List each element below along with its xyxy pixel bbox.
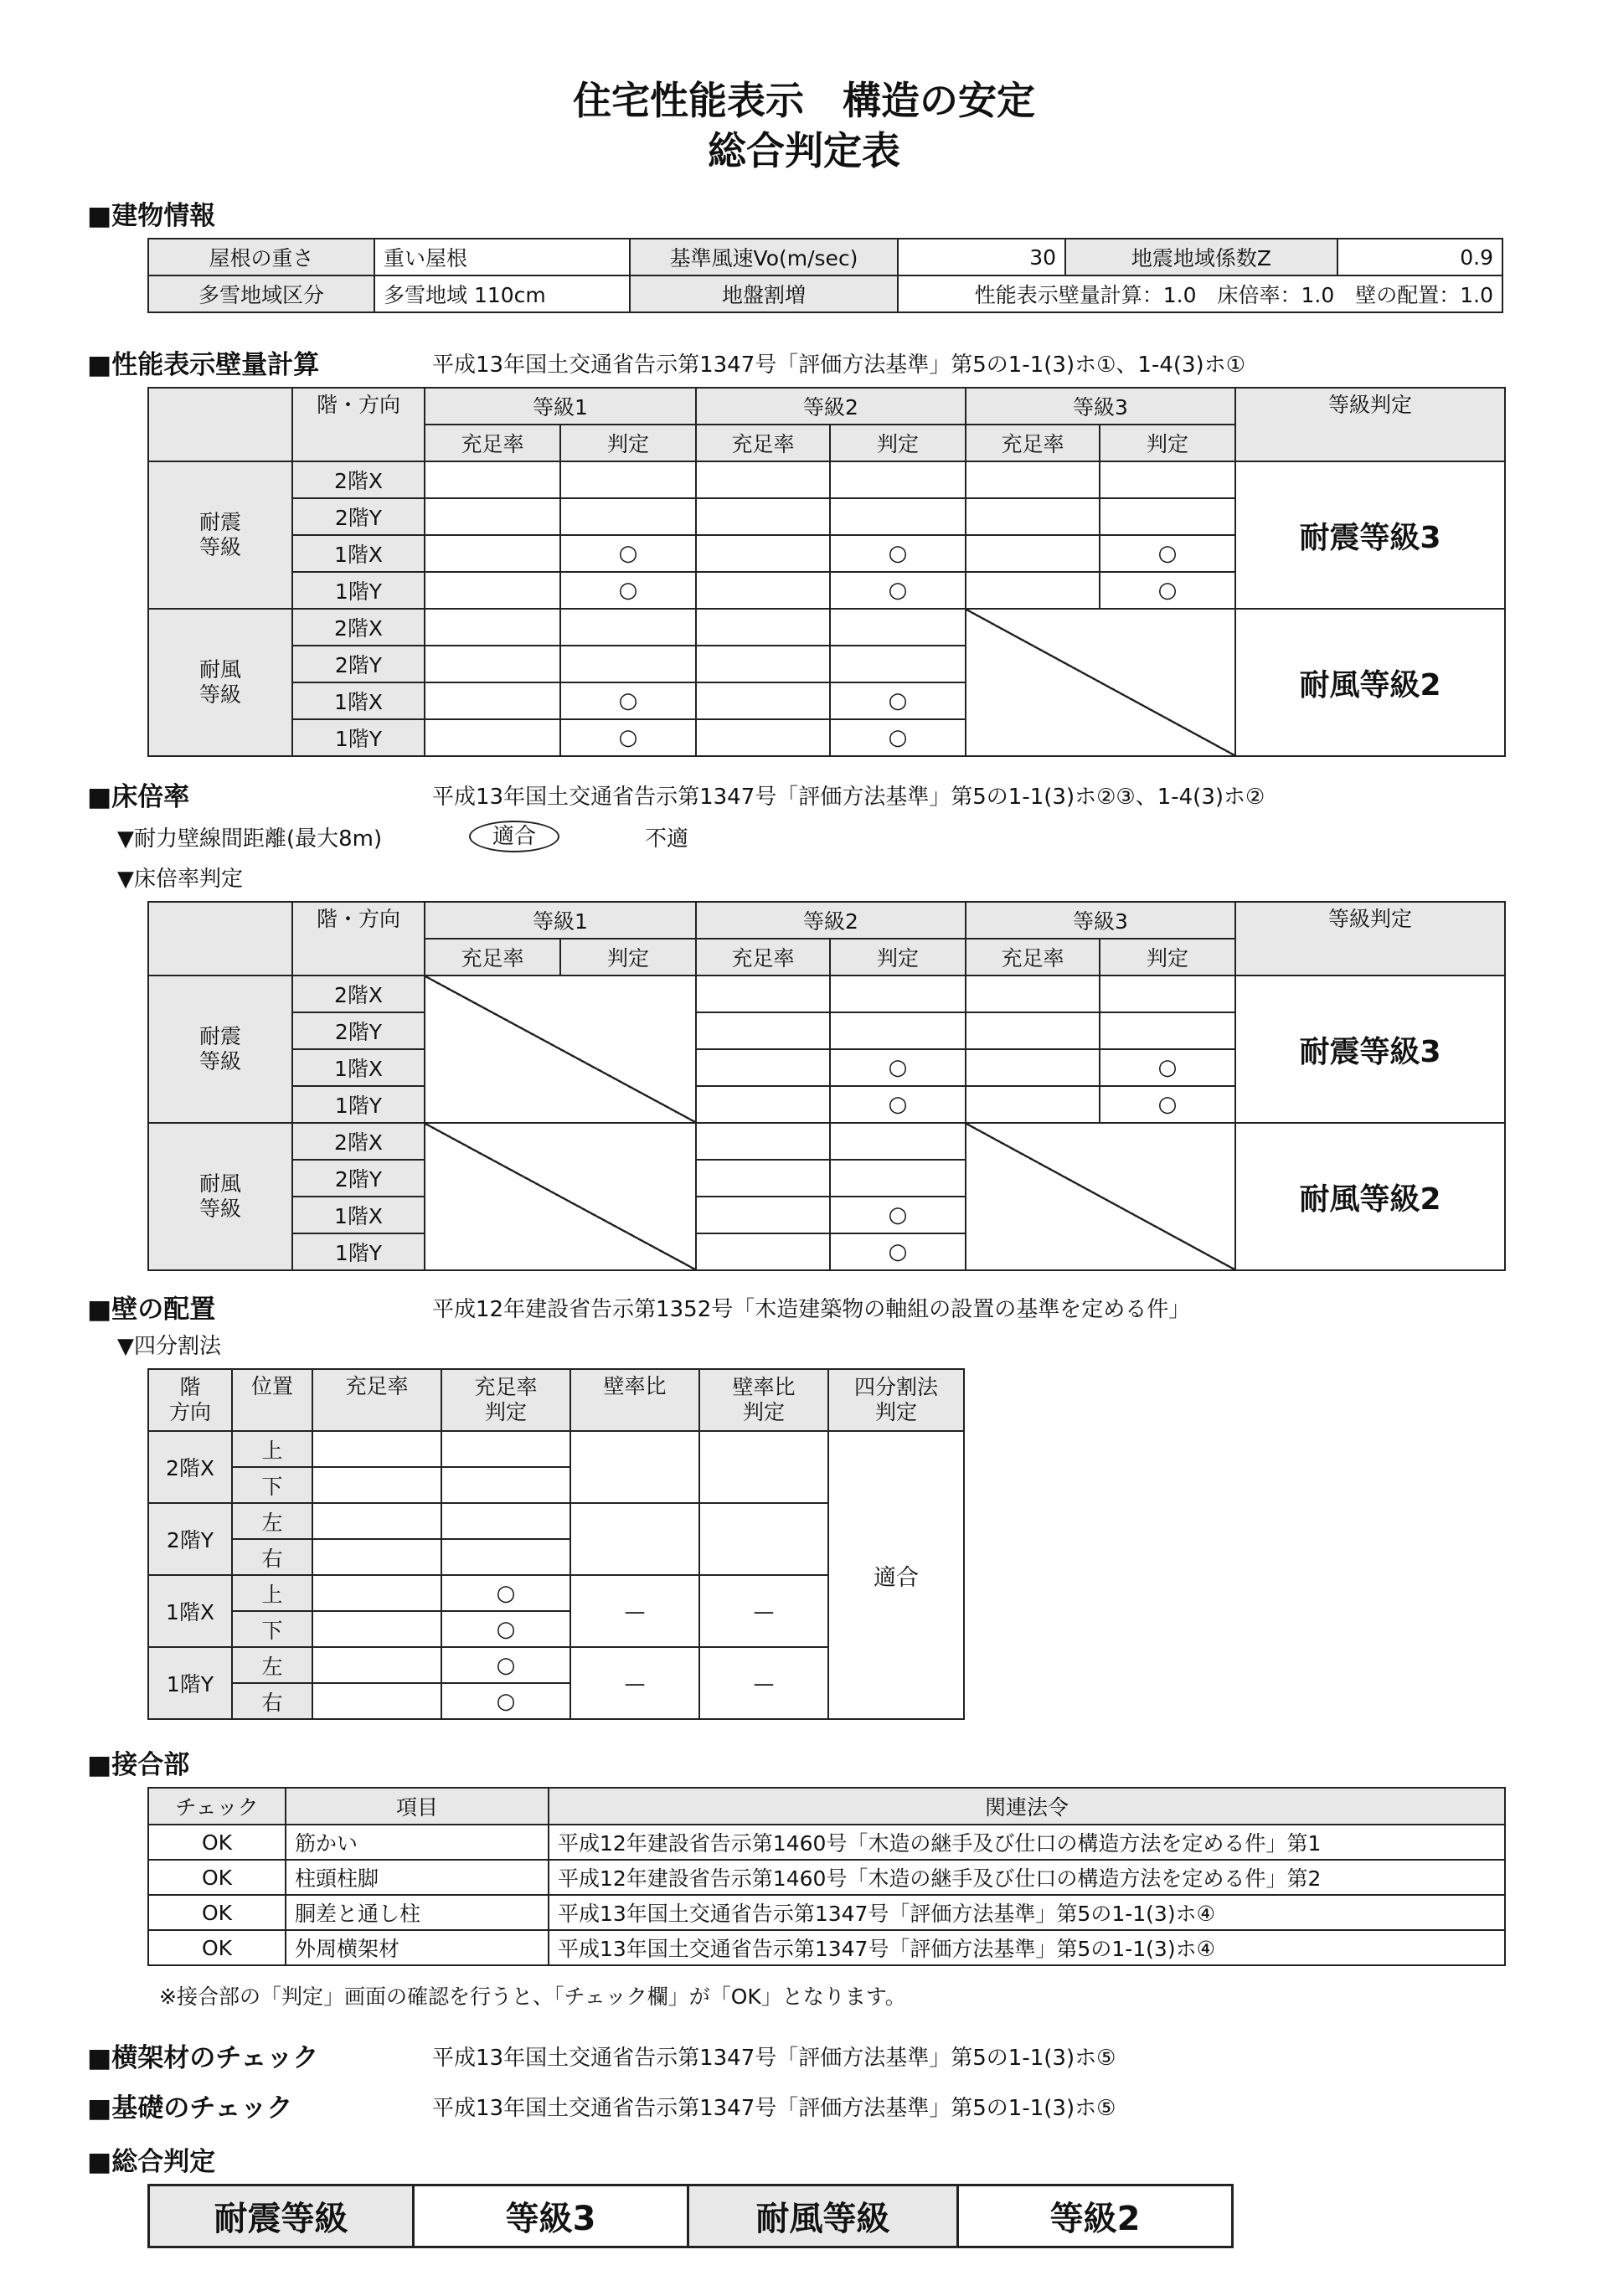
wall-ratio-header: 壁率比 bbox=[570, 1369, 699, 1431]
floor-label: 1階Y bbox=[292, 719, 425, 756]
fill-rate-header: 充足率 bbox=[696, 939, 830, 976]
judge-mark bbox=[830, 1123, 966, 1160]
wall-ratio-judge bbox=[699, 1503, 828, 1575]
seismic-coefficient-value: 0.9 bbox=[1337, 239, 1502, 275]
check-status: OK bbox=[148, 1930, 286, 1965]
fill-rate-header: 充足率 bbox=[425, 425, 560, 461]
joint-item: 胴差と通し柱 bbox=[286, 1895, 549, 1930]
roof-weight-label: 屋根の重さ bbox=[148, 239, 374, 275]
judge-mark: ○ bbox=[441, 1683, 570, 1719]
judge-mark bbox=[560, 646, 696, 682]
floor-ratio-heading: ■床倍率 bbox=[87, 782, 190, 812]
joints-table bbox=[147, 1787, 1506, 1966]
wall-ratio-judge-header: 壁率比 判定 bbox=[699, 1369, 828, 1431]
floor-direction-header: 階・方向 bbox=[292, 388, 425, 461]
quadrant-result: 適合 bbox=[828, 1431, 964, 1719]
judge-mark: ○ bbox=[830, 1086, 966, 1123]
wall-ratio-value bbox=[570, 1503, 699, 1575]
wind-group-label: 耐風 等級 bbox=[148, 1123, 292, 1270]
judge-header: 判定 bbox=[830, 425, 966, 461]
floor-ratio-judgement-label: ▼床倍率判定 bbox=[117, 867, 243, 892]
floor-label: 1階Y bbox=[292, 1086, 425, 1123]
seismic-coefficient-label: 地震地域係数Z bbox=[1065, 239, 1337, 275]
judge-mark: ○ bbox=[1100, 535, 1235, 572]
wind-grade-result: 耐風等級2 bbox=[1235, 609, 1505, 756]
floor-label: 1階X bbox=[292, 1197, 425, 1233]
floor-ratio-reference: 平成13年国土交通省告示第1347号「評価方法基準」第5の1-1(3)ホ②③、1-4(3)ホ② bbox=[432, 785, 1265, 810]
floor-label: 2階X bbox=[292, 976, 425, 1012]
not-applicable-cell bbox=[966, 609, 1235, 756]
floor-label: 1階Y bbox=[292, 1233, 425, 1270]
wind-speed-value: 30 bbox=[898, 239, 1065, 275]
overall-heading: ■総合判定 bbox=[87, 2147, 216, 2177]
judge-mark bbox=[830, 1012, 966, 1049]
floor-label: 1階Y bbox=[292, 572, 425, 609]
overall-table bbox=[147, 2184, 1234, 2248]
judge-mark: ○ bbox=[830, 1049, 966, 1086]
related-law: 平成12年建設省告示第1460号「木造の継手及び仕口の構造方法を定める件」第2 bbox=[549, 1860, 1505, 1895]
related-law: 平成13年国土交通省告示第1347号「評価方法基準」第5の1-1(3)ホ④ bbox=[549, 1930, 1505, 1965]
floor-label: 2階Y bbox=[292, 1160, 425, 1197]
wall-distance-label: ▼耐力壁線間距離(最大8m) bbox=[117, 826, 383, 852]
position-label: 上 bbox=[232, 1431, 312, 1467]
not-applicable-cell bbox=[425, 1123, 696, 1270]
judge-mark bbox=[1100, 461, 1235, 498]
not-applicable-cell bbox=[966, 1123, 1235, 1270]
joints-heading: ■接合部 bbox=[87, 1750, 190, 1780]
factor-summary: 性能表示壁量計算：1.0 床倍率：1.0 壁の配置：1.0 bbox=[898, 275, 1502, 312]
page-subtitle: 総合判定表 bbox=[708, 128, 900, 173]
judge-mark: ○ bbox=[830, 1233, 966, 1270]
judge-header: 判定 bbox=[560, 425, 696, 461]
judge-mark bbox=[1100, 1012, 1235, 1049]
floor-label: 2階X bbox=[148, 1431, 232, 1503]
fill-rate-header: 充足率 bbox=[425, 939, 560, 976]
judge-mark: ○ bbox=[1100, 1086, 1235, 1123]
judge-mark bbox=[830, 976, 966, 1012]
judge-header: 判定 bbox=[560, 939, 696, 976]
wind-grade-result: 耐風等級2 bbox=[1235, 1123, 1505, 1270]
judge-mark bbox=[441, 1503, 570, 1539]
grade-judgement-header: 等級判定 bbox=[1235, 902, 1505, 976]
check-status: OK bbox=[148, 1895, 286, 1930]
position-label: 左 bbox=[232, 1503, 312, 1539]
judge-mark: ○ bbox=[560, 535, 696, 572]
floor-label: 1階X bbox=[292, 1049, 425, 1086]
judge-header: 判定 bbox=[830, 939, 966, 976]
judge-mark: ○ bbox=[1100, 1049, 1235, 1086]
floor-label: 2階Y bbox=[292, 498, 425, 535]
grade2-header: 等級2 bbox=[696, 388, 966, 425]
fill-rate-header: 充足率 bbox=[312, 1369, 441, 1431]
judge-mark: ○ bbox=[560, 572, 696, 609]
position-label: 下 bbox=[232, 1467, 312, 1503]
page-title: 住宅性能表示 構造の安定 bbox=[573, 78, 1035, 123]
judge-mark bbox=[830, 498, 966, 535]
judge-mark: ○ bbox=[1100, 572, 1235, 609]
building-info-heading: ■建物情報 bbox=[87, 201, 216, 231]
judge-mark bbox=[441, 1539, 570, 1575]
law-header: 関連法令 bbox=[549, 1788, 1505, 1825]
judge-mark bbox=[441, 1431, 570, 1467]
wall-ratio-value: — bbox=[570, 1647, 699, 1719]
judge-mark: ○ bbox=[560, 682, 696, 719]
seismic-group-label: 耐震 等級 bbox=[148, 976, 292, 1123]
conforming-option bbox=[469, 821, 559, 852]
ground-factor-label: 地盤割増 bbox=[630, 275, 898, 312]
item-header: 項目 bbox=[286, 1788, 549, 1825]
floor-direction-header: 階 方向 bbox=[148, 1369, 232, 1431]
check-status: OK bbox=[148, 1860, 286, 1895]
wall-layout-reference: 平成12年建設省告示第1352号「木造建築物の軸組の設置の基準を定める件」 bbox=[432, 1297, 1191, 1322]
wall-ratio-judge: — bbox=[699, 1575, 828, 1647]
judge-header: 判定 bbox=[1100, 939, 1235, 976]
judge-mark bbox=[830, 646, 966, 682]
floor-label: 2階X bbox=[292, 461, 425, 498]
floor-label: 2階Y bbox=[292, 646, 425, 682]
judge-mark: ○ bbox=[830, 682, 966, 719]
grade-judgement-header: 等級判定 bbox=[1235, 388, 1505, 461]
foundation-check-reference: 平成13年国土交通省告示第1347号「評価方法基準」第5の1-1(3)ホ⑤ bbox=[432, 2096, 1116, 2121]
floor-direction-header: 階・方向 bbox=[292, 902, 425, 976]
judge-mark bbox=[560, 498, 696, 535]
beam-check-reference: 平成13年国土交通省告示第1347号「評価方法基準」第5の1-1(3)ホ⑤ bbox=[432, 2046, 1116, 2071]
not-applicable-cell bbox=[425, 976, 696, 1123]
floor-ratio-table bbox=[147, 901, 1506, 1271]
conforming-oval: 適合 bbox=[469, 821, 559, 852]
position-label: 右 bbox=[232, 1539, 312, 1575]
seismic-grade-result: 耐震等級3 bbox=[1235, 976, 1505, 1123]
joint-item: 柱頭柱脚 bbox=[286, 1860, 549, 1895]
wall-calc-heading: ■性能表示壁量計算 bbox=[87, 350, 320, 380]
judge-mark bbox=[830, 609, 966, 646]
grade3-header: 等級3 bbox=[966, 388, 1235, 425]
related-law: 平成12年建設省告示第1460号「木造の継手及び仕口の構造方法を定める件」第1 bbox=[549, 1825, 1505, 1860]
wall-calc-reference: 平成13年国土交通省告示第1347号「評価方法基準」第5の1-1(3)ホ①、1-4(3)ホ① bbox=[432, 353, 1246, 378]
joints-note: ※接合部の「判定」画面の確認を行うと、「チェック欄」が「OK」となります。 bbox=[159, 1985, 906, 2009]
judge-mark: ○ bbox=[441, 1647, 570, 1683]
wall-ratio-judge bbox=[699, 1431, 828, 1503]
judge-mark bbox=[1100, 976, 1235, 1012]
judge-mark: ○ bbox=[830, 535, 966, 572]
check-status: OK bbox=[148, 1825, 286, 1860]
judge-header: 判定 bbox=[1100, 425, 1235, 461]
grade3-header: 等級3 bbox=[966, 902, 1235, 939]
wall-calc-table bbox=[147, 387, 1506, 757]
judge-mark bbox=[441, 1467, 570, 1503]
overall-seismic-value: 等級3 bbox=[414, 2185, 688, 2247]
quadrant-judge-header: 四分割法 判定 bbox=[828, 1369, 964, 1431]
fill-rate-header: 充足率 bbox=[696, 425, 830, 461]
fill-rate-judge-header: 充足率 判定 bbox=[441, 1369, 570, 1431]
judge-mark: ○ bbox=[830, 572, 966, 609]
judge-mark bbox=[1100, 498, 1235, 535]
position-label: 下 bbox=[232, 1611, 312, 1647]
wind-group-label: 耐風 等級 bbox=[148, 609, 292, 756]
judge-mark: ○ bbox=[830, 1197, 966, 1233]
floor-label: 1階X bbox=[148, 1575, 232, 1647]
grade1-header: 等級1 bbox=[425, 902, 696, 939]
quadrant-method-table bbox=[147, 1368, 965, 1720]
seismic-group-label: 耐震 等級 bbox=[148, 461, 292, 609]
joint-item: 筋かい bbox=[286, 1825, 549, 1860]
fill-rate-header: 充足率 bbox=[966, 939, 1100, 976]
nonconforming-option: 不適 bbox=[645, 826, 689, 852]
quadrant-method-label: ▼四分割法 bbox=[117, 1334, 221, 1359]
floor-label: 2階Y bbox=[292, 1012, 425, 1049]
position-header: 位置 bbox=[232, 1369, 312, 1431]
judge-mark: ○ bbox=[441, 1611, 570, 1647]
floor-label: 2階X bbox=[292, 609, 425, 646]
position-label: 右 bbox=[232, 1683, 312, 1719]
grade1-header: 等級1 bbox=[425, 388, 696, 425]
beam-check-heading: ■横架材のチェック bbox=[87, 2043, 319, 2073]
position-label: 左 bbox=[232, 1647, 312, 1683]
judge-mark bbox=[560, 609, 696, 646]
roof-weight-value: 重い屋根 bbox=[374, 239, 630, 275]
judge-mark bbox=[560, 461, 696, 498]
overall-wind-label: 耐風等級 bbox=[688, 2185, 958, 2247]
judge-mark bbox=[830, 1160, 966, 1197]
wall-ratio-value bbox=[570, 1431, 699, 1503]
snow-region-label: 多雪地域区分 bbox=[148, 275, 374, 312]
judge-mark: ○ bbox=[441, 1575, 570, 1611]
floor-label: 1階Y bbox=[148, 1647, 232, 1719]
position-label: 上 bbox=[232, 1575, 312, 1611]
foundation-check-heading: ■基礎のチェック bbox=[87, 2093, 293, 2124]
fill-rate-header: 充足率 bbox=[966, 425, 1100, 461]
building-info-table bbox=[147, 238, 1503, 313]
wall-ratio-judge: — bbox=[699, 1647, 828, 1719]
judge-mark: ○ bbox=[830, 719, 966, 756]
snow-region-value: 多雪地域 110cm bbox=[374, 275, 630, 312]
overall-seismic-label: 耐震等級 bbox=[149, 2185, 414, 2247]
grade2-header: 等級2 bbox=[696, 902, 966, 939]
overall-wind-value: 等級2 bbox=[958, 2185, 1233, 2247]
wall-ratio-value: — bbox=[570, 1575, 699, 1647]
floor-label: 1階X bbox=[292, 682, 425, 719]
joint-item: 外周横架材 bbox=[286, 1930, 549, 1965]
floor-label: 1階X bbox=[292, 535, 425, 572]
wall-layout-heading: ■壁の配置 bbox=[87, 1295, 216, 1325]
wind-speed-label: 基準風速Vo(m/sec) bbox=[630, 239, 898, 275]
seismic-grade-result: 耐震等級3 bbox=[1235, 461, 1505, 609]
judge-mark: ○ bbox=[560, 719, 696, 756]
check-header: チェック bbox=[148, 1788, 286, 1825]
related-law: 平成13年国土交通省告示第1347号「評価方法基準」第5の1-1(3)ホ④ bbox=[549, 1895, 1505, 1930]
floor-label: 2階X bbox=[292, 1123, 425, 1160]
floor-label: 2階Y bbox=[148, 1503, 232, 1575]
judge-mark bbox=[830, 461, 966, 498]
